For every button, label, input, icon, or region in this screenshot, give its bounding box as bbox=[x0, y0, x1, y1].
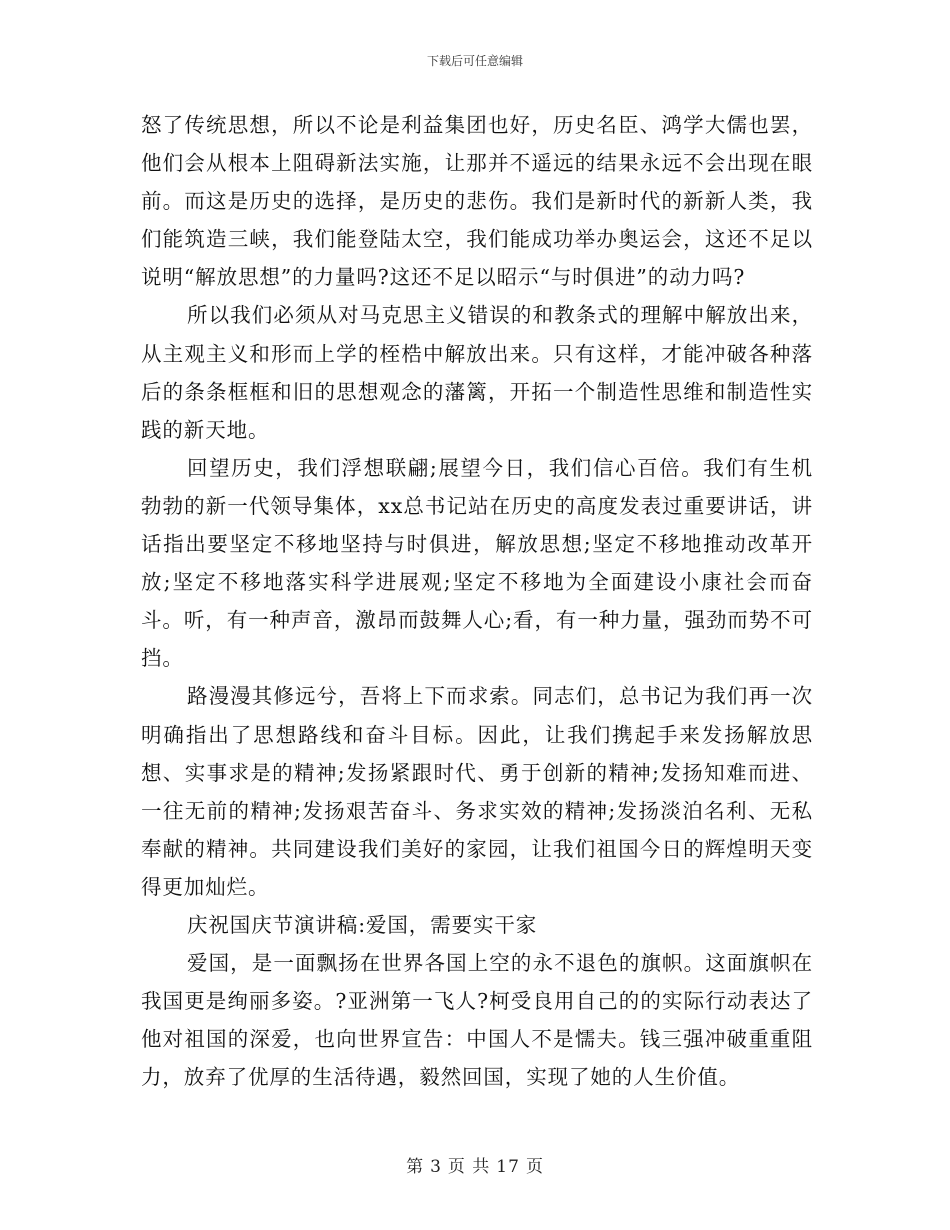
footer-prefix: 第 bbox=[406, 1157, 425, 1177]
footer-middle: 页 共 bbox=[447, 1157, 491, 1177]
footer-suffix: 页 bbox=[525, 1157, 544, 1177]
page-header-note: 下载后可任意编辑 bbox=[426, 54, 523, 68]
paragraph-continued: 怒了传统思想，所以不论是利益集团也好，历史名臣、鸿学大儒也罢，他们会从根本上阻碍新法实施，让那并不遥远的结果永远不会出现在眼前。而这是历史的选择，是历史的悲伤。我们是新时代的新新人类，我们能筑造三峡，我们能登陆太空，我们能成功举办奥运会，这还不足以说明“解放思想”的力量吗?这还不足以昭示“与时俱进”的动力吗? bbox=[141, 113, 813, 290]
section-heading: 庆祝国庆节演讲稿:爱国，需要实干家 bbox=[187, 912, 538, 937]
paragraph: 回望历史，我们浮想联翩;展望今日，我们信心百倍。我们有生机勃勃的新一代领导集体，xx总书记站在历史的高度发表过重要讲话，讲话指出要坚定不移地坚持与时俱进，解放思想;坚定不移地推动改革开放;坚定不移地落实科学进展观;坚定不移地为全面建设小康社会而奋斗。听，有一种声音，激昂而鼓舞人心;看，有一种力量，强劲而势不可挡。 bbox=[141, 455, 813, 671]
paragraph: 所以我们必须从对马克思主义错误的和教条式的理解中解放出来，从主观主义和形而上学的桎梏中解放出来。只有这样，才能冲破各种落后的条条框框和旧的思想观念的藩篱，开拓一个制造性思维和制造性实践的新天地。 bbox=[141, 303, 813, 442]
footer-page-number: 3 bbox=[430, 1157, 442, 1177]
document-body bbox=[141, 106, 813, 1096]
paragraph: 路漫漫其修远兮，吾将上下而求索。同志们，总书记为我们再一次明确指出了思想路线和奋斗目标。因此，让我们携起手来发扬解放思想、实事求是的精神;发扬紧跟时代、勇于创新的精神;发扬知难而进、一往无前的精神;发扬艰苦奋斗、务求实效的精神;发扬淡泊名利、无私奉献的精神。共同建设我们美好的家园，让我们祖国今日的辉煌明天变得更加灿烂。 bbox=[141, 684, 813, 899]
footer-total-pages: 17 bbox=[496, 1157, 520, 1177]
page-footer bbox=[0, 1152, 950, 1177]
paragraph: 爱国，是一面飘扬在世界各国上空的永不退色的旗帜。这面旗帜在我国更是绚丽多姿。?亚洲第一飞人?柯受良用自己的的实际行动表达了他对祖国的深爱，也向世界宣告：中国人不是懦夫。钱三强冲破重重阻力，放弃了优厚的生活待遇，毅然回国，实现了她的人生价值。 bbox=[141, 951, 813, 1090]
